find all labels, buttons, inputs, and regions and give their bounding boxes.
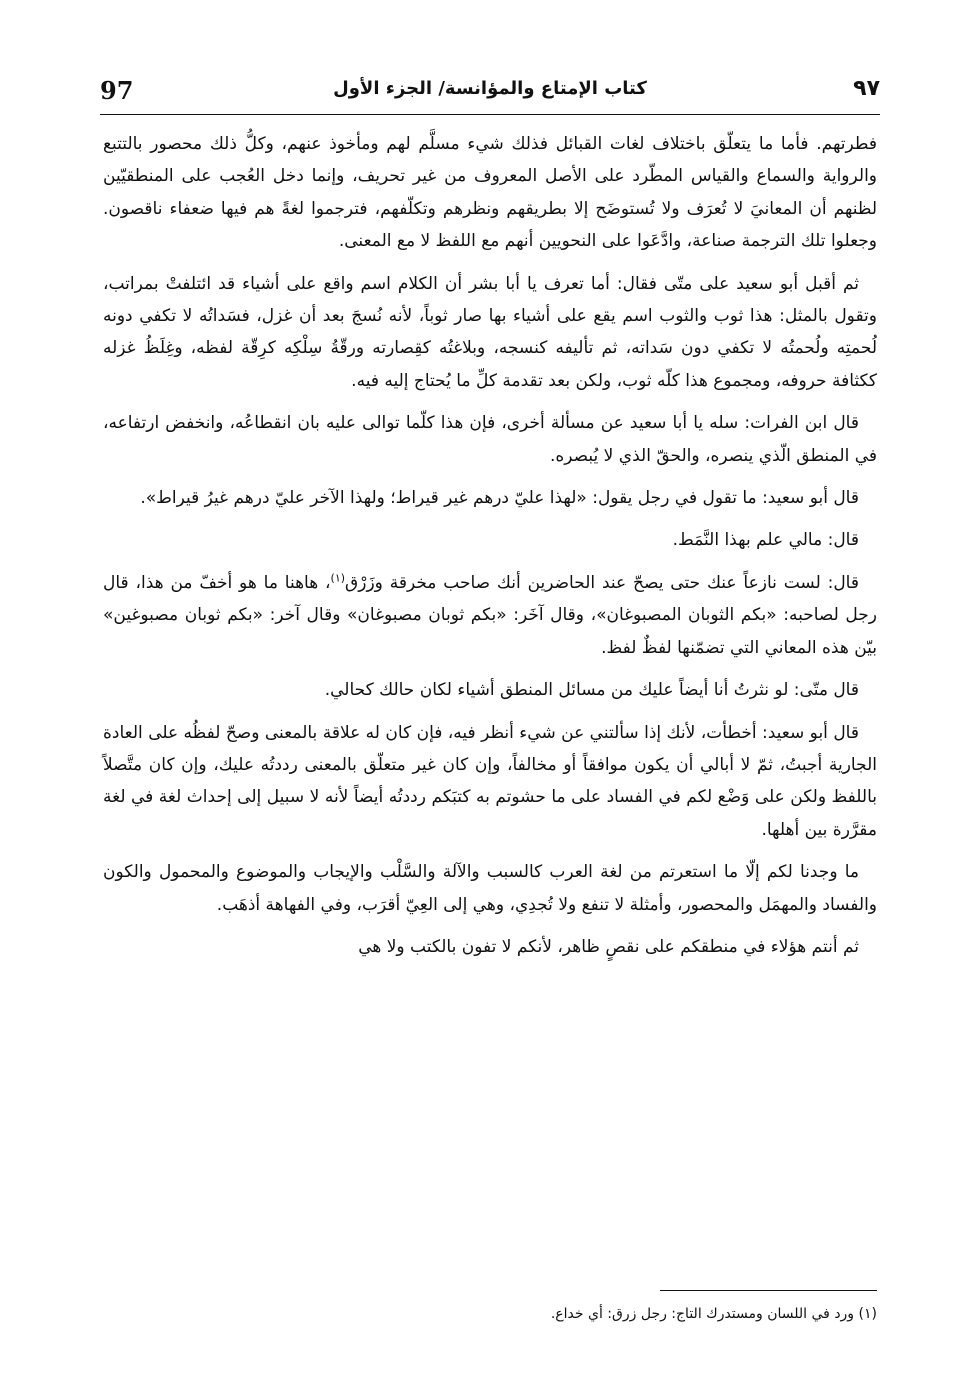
page-number-arabic: ٩٧ [853,76,880,101]
paragraph: قال متّى: لو نثرتُ أنا أيضاً عليك من مسائل المنطق أشياء لكان حالك كحالي. [324,680,859,701]
paragraph-text-part: قال: لست نازعاً عنك حتى يصحّ عند الحاضرين أنك صاحب مخرقة وزَرْق [345,572,859,593]
running-title: كتاب الإمتاع والمؤانسة/ الجزء الأول [333,78,647,99]
paragraph: قال أبو سعيد: ما تقول في رجل يقول: «لهذا عليّ درهم غير قيراط؛ ولهذا الآخر عليّ درهم غيرُ قيراط». [140,488,859,509]
paragraph: ثم أقبل أبو سعيد على متّى فقال: أما تعرف يا أبا بشر أن الكلام اسم واقع على أشياء قد ائتلفتْ بمراتب، وتقول بالمثل: هذا ثوب والثوب اسم يقع على أشياء بها صار ثوباً، لأنه نُسجَ بعد أن غزل، فسَداتُه لا تكفي دونه لُحمتِه ولُحمتُه لا تكفي دون سَداته، ثم تأليفه كنسجه، وبلاغتُه كقِصارته ورقّةُ سِلْكِه كرِقّة لفظه، وغِلَظُ غزله ككثافة حروفه، ومجموع هذا كلّه ثوب، ولكن بعد تقدمة كلِّ ما يُحتاج إليه فيه. [103,273,877,391]
paragraph: قال ابن الفرات: سله يا أبا سعيد عن مسألة أخرى، فإن هذا كلّما توالى عليه بان انقطاعُه، وانخفض ارتفاعه، في المنطق الّذي ينصره، والحقّ الذي لا يُبصره. [103,413,877,466]
footnote [377,1302,877,1326]
page-number-latin: 97 [100,76,134,105]
paragraph: ثم أنتم هؤلاء في منطقكم على نقصٍ ظاهر، لأنكم لا تفون بالكتب ولا هي [358,936,859,957]
footnote-text: ورد في اللسان ومستدرك التاج: رجل زرق: أي خداع. [550,1306,855,1322]
footnote-number: (١) [858,1306,877,1322]
paragraph: قال أبو سعيد: أخطأت، لأنك إذا سألتني عن شيء أنظر فيه، فإن كان له علاقة بالمعنى وصحّ لفظُه على العادة الجارية أجبتُ، ثمّ لا أبالي أن يكون موافقاً أو مخالفاً، وإن كان غير متعلّق بالمعنى رددتُه عليك، وإن كان متَّصلاً باللفظ ولكن على وَضْع لكم في الفساد على ما حشوتم به كتبَكم رددتُه أيضاً لأنه لا سبيل إلى إحداث لغة في لغة مقرَّرة بين أهلها. [103,722,877,840]
paragraph: ما وجدنا لكم إلّا ما استعرتم من لغة العرب كالسبب والآلة والسَّلْب والإيجاب والموضوع والمحمول والكون والفساد والمهمَل والمحصور، وأمثلة لا تنفع ولا تُجدِي، وهي إلى العِيّ أقرَب، وفي الفهاهة أذهَب. [103,862,877,915]
page-header [100,72,880,112]
paragraph-text-part: ، هاهنا ما هو أخفّ من هذا، قال رجل لصاحبه: «بكم الثوبان المصبوغان»، وقال آخَر: «بكم ثوبان مصبوغان» وقال آخر: «بكم ثوبان مصبوغين» بيّن هذه المعاني التي تضمّنها لفظٌ لفظ. [103,572,877,658]
paragraph-with-footnote [103,567,877,664]
paragraph: قال: مالي علم بهذا النَّمَط. [672,530,859,551]
main-text [103,128,877,973]
header-rule [100,114,880,115]
paragraph: فطرتهم. فأما ما يتعلّق باختلاف لغات القبائل فذلك شيء مسلَّم لهم ومأخوذ عنهم، وكلُّ ذلك محصور بالتتبع والرواية والسماع والقياس المطّرد على الأصل المعروف من غير تحريف، وإنما دخل العُجب على المنطقيّين لظنهم أن المعانيَ لا تُعرَف ولا تُستوضَح إلا بطريقهم ونظرهم وتكلّفهم، فترجموا لغةً هم فيها ضعفاء ناقصون. وجعلوا تلك الترجمة صناعة، وادَّعَوا على النحويين أنهم مع اللفظ لا مع المعنى. [103,134,877,252]
footnote-reference[interactable]: (١) [330,571,346,585]
footnote-rule [660,1290,877,1291]
